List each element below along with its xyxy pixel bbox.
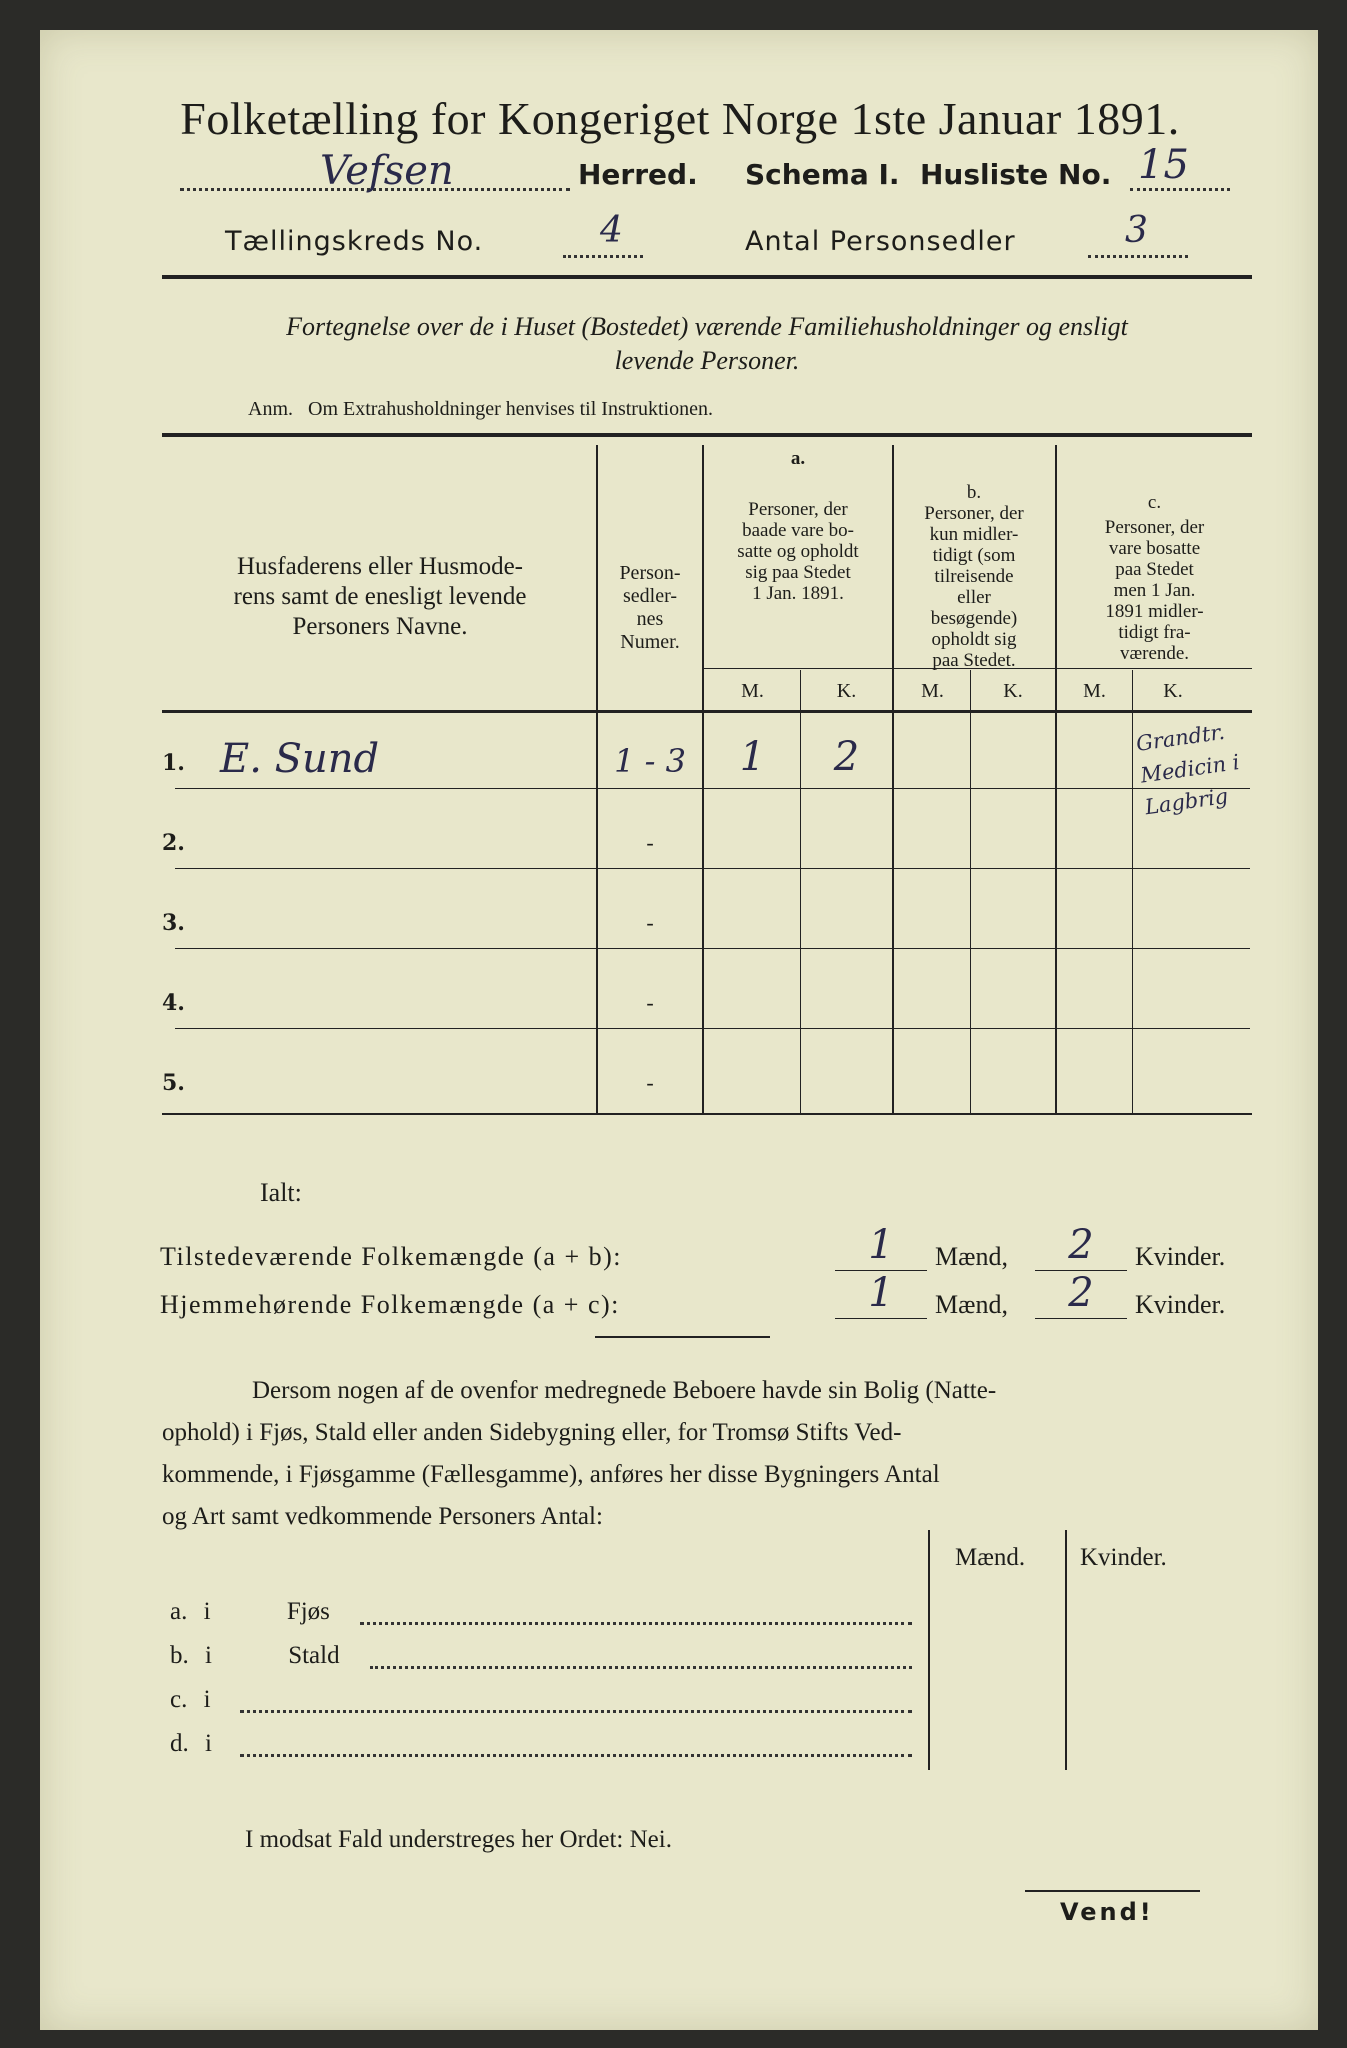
building-row-d-dots — [240, 1754, 912, 1757]
row-1-numer: 1 - 3 — [614, 742, 686, 780]
building-row-a-letter: a. — [170, 1598, 188, 1625]
row-4-number: 4. — [162, 990, 185, 1016]
header-col-a-line: baade vare bo- — [742, 520, 854, 541]
header-names-line-3: Personers Navne. — [292, 613, 468, 640]
header-names-line-1: Husfaderens eller Husmode- — [236, 553, 523, 580]
buildings-paragraph — [162, 1370, 1252, 1538]
building-row-c-i: i — [203, 1686, 211, 1713]
header-col-a-line: Personer, der — [748, 499, 848, 520]
building-row-b-name: Stald — [288, 1642, 340, 1669]
header-rule — [162, 275, 1252, 279]
a-k-label: K. — [836, 680, 857, 702]
header-col-b-letter: b. — [966, 482, 982, 503]
buildings-kvinder-header: Kvinder. — [1080, 1544, 1167, 1571]
col-divider-b-mk — [970, 670, 971, 1113]
building-row-a — [170, 1598, 330, 1626]
header-col-b-line: paa Stedet. — [932, 650, 1016, 671]
building-row-c — [170, 1686, 211, 1714]
b-m-label: M. — [921, 680, 944, 702]
col-divider-2 — [702, 445, 704, 1113]
husliste-number: 15 — [1138, 142, 1189, 188]
intro-line-2: levende Personer. — [614, 346, 800, 375]
building-row-a-name: Fjøs — [286, 1598, 330, 1625]
header-numer-line-2: sedler- — [622, 585, 677, 607]
building-row-b — [170, 1642, 340, 1670]
schema-label: Schema I. — [745, 158, 900, 191]
row-2-numer: - — [646, 830, 654, 855]
row-1-a-k: 2 — [833, 734, 860, 780]
row-1-name: E. Sund — [220, 736, 380, 782]
building-row-a-i: i — [203, 1598, 211, 1625]
taellingskreds-label: Tællingskreds No. — [225, 226, 484, 257]
hjemme-kvinder-value: 2 — [1068, 1270, 1094, 1316]
herred-handwritten: Vefsen — [320, 148, 454, 194]
a-m-label: M. — [741, 680, 764, 702]
building-row-d — [170, 1730, 212, 1758]
tilstede-kvinder-label: Kvinder. — [1135, 1242, 1226, 1271]
taellingskreds-number: 4 — [600, 210, 623, 251]
ialt-label: Ialt: — [260, 1178, 302, 1207]
building-row-a-dots — [360, 1622, 912, 1625]
tilstede-kvinder-value: 2 — [1068, 1222, 1094, 1268]
header-col-b-line: kun midler- — [929, 524, 1019, 545]
buildings-col-divider-1 — [928, 1530, 930, 1770]
section-separator — [595, 1336, 770, 1338]
header-col-c-line: paa Stedet — [1115, 559, 1194, 580]
col-divider-3 — [892, 445, 894, 1113]
hjemme-label: Hjemmehørende Folkemængde (a + c): — [160, 1290, 620, 1319]
header-col-c-line: men 1 Jan. — [1113, 580, 1196, 601]
c-k-label: K. — [1163, 680, 1183, 702]
building-row-c-letter: c. — [170, 1686, 188, 1713]
building-row-d-i: i — [205, 1730, 212, 1757]
taellingskreds-dotted — [563, 255, 643, 258]
row-rule-3 — [175, 948, 1250, 949]
row-1-note: Grandtr. Medicin i Lagbrig — [1134, 719, 1241, 820]
hjemme-maend-label: Mænd, — [935, 1290, 1008, 1319]
header-names — [175, 552, 585, 642]
header-col-c-line: Personer, der — [1104, 517, 1205, 538]
header-col-a-line: 1 Jan. 1891. — [752, 583, 844, 604]
anm-note: Anm. Om Extrahusholdninger henvises til Instruktionen. — [248, 398, 713, 420]
header-col-b-line: tidigt (som — [932, 545, 1016, 566]
building-row-b-dots — [370, 1666, 912, 1669]
herred-label: Herred. — [578, 158, 698, 191]
row-3-numer: - — [646, 910, 654, 935]
row-rule-4 — [175, 1028, 1250, 1029]
header-col-a-line: satte og opholdt — [737, 541, 859, 562]
header-numer-line-1: Person- — [619, 562, 681, 584]
personsedler-label: Antal Personsedler — [745, 226, 1016, 257]
tilstede-label: Tilstedeværende Folkemængde (a + b): — [160, 1242, 622, 1271]
tilstede-maend-label: Mænd, — [935, 1242, 1008, 1271]
vend-label: Vend! — [1060, 1898, 1154, 1926]
c-m-label: M. — [1083, 680, 1106, 702]
form-title: Folketælling for Kongeriget Norge 1ste Januar 1891. — [180, 93, 1180, 144]
husliste-dotted-line — [1130, 188, 1230, 191]
building-row-c-dots — [240, 1710, 912, 1713]
tilstede-maend-value: 1 — [868, 1222, 894, 1268]
header-numer — [598, 562, 702, 654]
table-header-rule — [162, 710, 1252, 713]
paragraph-line-2: ophold) i Fjøs, Stald eller anden Sidebygning eller, for Tromsø Stifts Ved- — [162, 1419, 902, 1446]
row-3-number: 3. — [162, 910, 185, 936]
row-rule-1 — [175, 788, 1250, 789]
paragraph-line-1: Dersom nogen af de ovenfor medregnede Beboere havde sin Bolig (Natte- — [252, 1377, 997, 1404]
nei-instruction: I modsat Fald understreges her Ordet: Nei. — [245, 1826, 672, 1853]
row-5-number: 5. — [162, 1070, 185, 1096]
header-col-a-line: sig paa Stedet — [745, 562, 851, 583]
building-row-d-letter: d. — [170, 1730, 189, 1757]
table-bottom-rule — [162, 1113, 1252, 1115]
header-col-b-line: tilreisende — [934, 566, 1014, 587]
header-col-c-line: værende. — [1119, 643, 1190, 664]
row-rule-2 — [175, 868, 1250, 869]
header-col-a — [705, 448, 891, 604]
hjemme-maend-value: 1 — [868, 1270, 894, 1316]
col-divider-c-mk — [1132, 670, 1133, 1113]
header-col-c — [1057, 492, 1252, 664]
table-top-rule — [162, 433, 1252, 437]
header-col-c-line: 1891 midler- — [1105, 601, 1204, 622]
header-col-a-letter: a. — [790, 448, 806, 469]
header-col-c-letter: c. — [1147, 492, 1162, 513]
header-col-c-line: vare bosatte — [1108, 538, 1201, 559]
personsedler-number: 3 — [1125, 210, 1148, 251]
paragraph-line-3: kommende, i Fjøsgamme (Fællesgamme), anføres her disse Bygningers Antal — [162, 1461, 940, 1488]
header-names-line-2: rens samt de enesligt levende — [233, 583, 527, 610]
building-row-b-i: i — [205, 1642, 212, 1669]
col-divider-1 — [596, 445, 598, 1113]
hjemme-kvinder-label: Kvinder. — [1135, 1290, 1226, 1319]
hjemme-kvinder-line — [1035, 1318, 1127, 1319]
row-5-numer: - — [646, 1070, 654, 1095]
buildings-col-divider-2 — [1065, 1530, 1067, 1770]
header-numer-line-3: nes — [636, 608, 664, 630]
header-col-b-line: besøgende) — [930, 608, 1018, 629]
husliste-label: Husliste No. — [920, 158, 1112, 191]
row-4-numer: - — [646, 990, 654, 1015]
header-col-c-line: tidigt fra- — [1118, 622, 1191, 643]
header-col-b-line: Personer, der — [924, 503, 1024, 524]
paragraph-line-4: og Art samt vedkommende Personers Antal: — [162, 1503, 603, 1530]
intro-line-1: Fortegnelse over de i Huset (Bostedet) værende Familiehusholdninger og ensligt — [286, 312, 1128, 341]
header-numer-line-4: Numer. — [620, 631, 680, 653]
header-col-b-line: opholdt sig — [931, 629, 1017, 650]
row-1-a-m: 1 — [739, 734, 766, 780]
census-form-page — [40, 30, 1318, 2030]
hjemme-maend-line — [835, 1318, 927, 1319]
header-col-b — [895, 482, 1053, 671]
header-col-b-line: eller — [957, 587, 991, 608]
personsedler-dotted — [1088, 255, 1188, 258]
building-row-b-letter: b. — [170, 1642, 189, 1669]
buildings-maend-header: Mænd. — [955, 1544, 1026, 1571]
row-1-number: 1. — [162, 750, 185, 776]
row-2-number: 2. — [162, 830, 185, 856]
vend-rule — [1025, 1890, 1200, 1892]
b-k-label: K. — [1003, 680, 1023, 702]
